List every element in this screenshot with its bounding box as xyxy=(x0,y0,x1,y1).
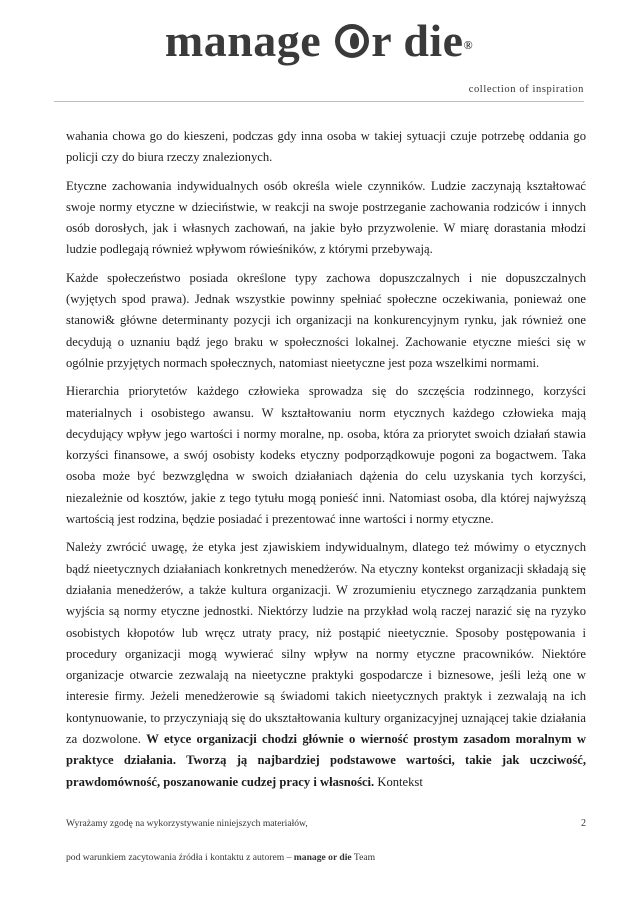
registered-mark: ® xyxy=(463,38,474,52)
paragraph-5-text: Należy zwrócić uwagę, że etyka jest zjawiskiem indywidualnym, dlatego też mówimy o etycznych bądź nieetycznych działaniach konkretnych menedżerów. Na etyczny kontekst organizacji składają się działania menedżerów, a także kultura organizacji. W zrozumieniu etycznego zarządzania punktem wyjścia są normy etyczne jednostki. Niektórzy ludzie na przykład wolą raczej narazić się na ryzyko osobistych kłopotów lub wręcz utraty pracy, niż postąpić nieetycznie. Sposoby postępowania i procedury organizacji mogą wywierać silny wpływ na normy etyczne pracowników. Niektóre organizacje otwarcie zezwalają na nieetyczne praktyki gospodarcze i biznesowe, jeśli leżą one w interesie firmy. Jeżeli menedżerowie są świadomi takich nieetycznych praktyk i zezwalają na ich kontynuowanie, to przyczyniają się do ukształtowania kultury organizacyjnej uznającej takie działania za dozwolone. xyxy=(66,540,586,747)
footer-line-2 xyxy=(66,852,375,863)
paragraph-3: Każde społeczeństwo posiada określone typy zachowa dopuszczalnych i nie dopuszczalnych (wyjętych spod prawa). Jednak wszystkie powinny spełniać społeczne oczekiwania, ponieważ one stanowi& główne determinanty pozycji ich organizacji na konkurencyjnym rynku, jak również one decydują o uznaniu bądź jego braku w społeczności lokalnej. Zachowanie etyczne mieści się w ogólnie przyjętych normach społecznych, natomiast nieetyczne jest poza wszelkimi normami. xyxy=(66,270,586,370)
paragraph-1: wahania chowa go do kieszeni, podczas gdy inna osoba w takiej sytuacji czuje potrzebę oddania go policji czy do biura rzeczy znalezionych. xyxy=(66,129,586,165)
paragraph-5 xyxy=(66,537,586,793)
footer-brand: manage or die xyxy=(293,852,352,863)
tagline: collection of inspiration xyxy=(468,84,584,95)
brand-logo xyxy=(0,14,638,68)
footer-line-1: Wyrażamy zgodę na wykorzystywanie niniejszych materiałów, xyxy=(66,818,308,829)
paragraph-5-emphasis: W etyce organizacji chodzi głównie o wierność prostym zasadom moralnym w praktyce działania. Tworzą ją najbardziej podstawowe wartości, takie jak uczciwość, prawdomówność, poszanowanie cudzej pracy i własności. xyxy=(66,732,586,789)
logo-mark-icon xyxy=(335,24,369,58)
paragraph-5-tail: Kontekst xyxy=(374,774,423,789)
footer-team: Team xyxy=(351,852,376,863)
page-number: 2 xyxy=(581,818,586,829)
logo-text-right: r die xyxy=(371,15,464,66)
header-divider xyxy=(54,101,584,102)
logo-text-left: manage xyxy=(164,15,322,66)
paragraph-2: Etyczne zachowania indywidualnych osób określa wiele czynników. Ludzie zaczynają kształtować swoje normy etyczne w dzieciństwie, w reakcji na swoje postrzeganie zachowania rodziców i innych osób dorosłych, jak i własnych zachowań, na jakie było przyzwolenie. W miarę dorastania młodzi ludzie podlegają również wpływom rówieśników, z którymi przebywają. xyxy=(66,178,586,257)
document-body xyxy=(66,126,586,800)
footer-attribution: pod warunkiem zacytowania źródła i kontaktu z autorem – xyxy=(66,852,294,863)
paragraph-4: Hierarchia priorytetów każdego człowieka sprowadza się do szczęścia rodzinnego, korzyści materialnych i osobistego awansu. W kształtowaniu norm etycznych każdego człowieka mają decydujący wpływ jego wartości i normy moralne, np. osoba, która za priorytet swoich działań stawia korzyści finansowe, a swój osobisty kodeks etyczny podporządkowuje pogoni za bogactwem. Taka osoba może być bezwzględna w swoich działaniach dążenia do celu uzyskania tych korzyści, niezależnie od kosztów, jakie z tego tytułu mogą ponieść inni. Natomiast osoba, dla której najwyższą wartością jest rodzina, będzie posiadać i prezentować inne wartości i normy etyczne. xyxy=(66,384,586,527)
